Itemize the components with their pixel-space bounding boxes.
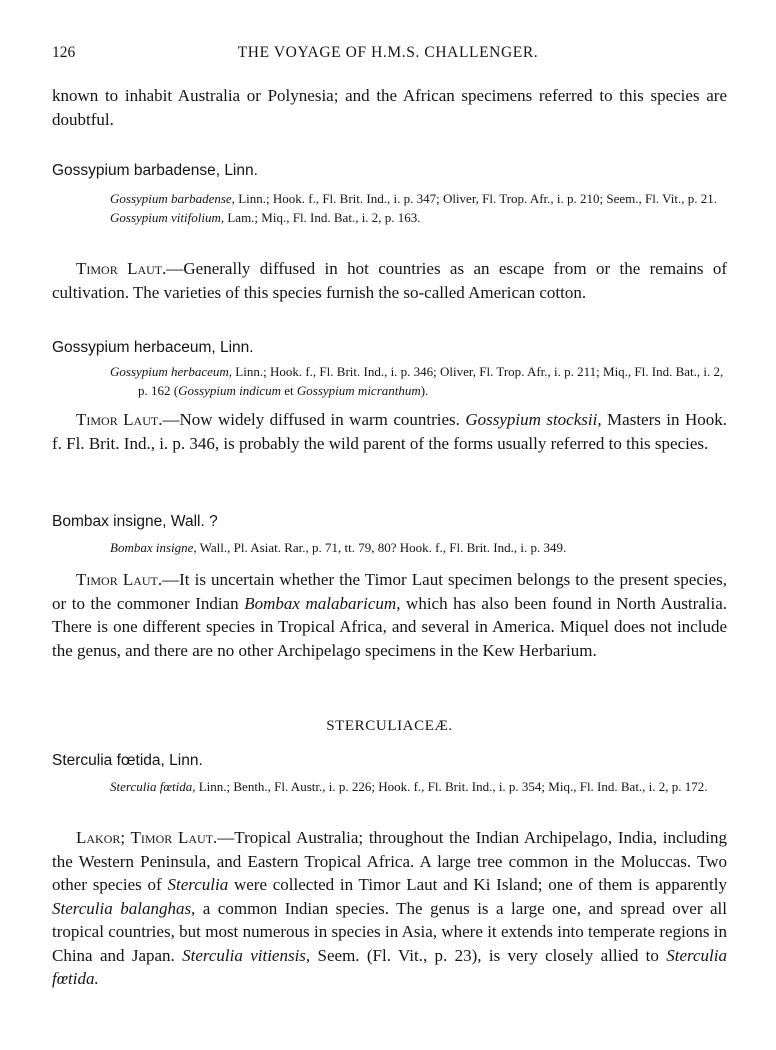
reference-taxon: Gossypium vitifolium, [110, 209, 225, 225]
reference-citation: Wall., Pl. Asiat. Rar., p. 71, tt. 79, 80? Hook. f., Fl. Brit. Ind., i. p. 349. [196, 540, 567, 555]
synonymy-references [52, 363, 727, 400]
page-header [52, 44, 724, 68]
taxon-mention: Bombax malabaricum, [244, 593, 401, 613]
taxon-mention: Sterculia vitiensis, [182, 945, 311, 965]
species-name: Sterculia fœtida, Linn. [52, 752, 203, 769]
reference-entry [52, 190, 727, 209]
taxon-mention: Sterculia [167, 875, 229, 894]
reference-citation: ). [420, 382, 429, 398]
synonymy-references [52, 539, 727, 558]
locality: Lakor; Timor Laut. [76, 828, 218, 847]
locality: Timor Laut. [76, 410, 163, 429]
description-text: —Now widely diffused in warm countries. [162, 410, 466, 429]
species-description [52, 257, 727, 304]
species-description [52, 568, 727, 662]
reference-taxon: Bombax insigne, [110, 540, 197, 555]
description-text: Seem. (Fl. Vit., p. 23), is very closely allied to [310, 945, 667, 965]
description-text: —Tropical Australia; throughout the Indian Archipelago, India, including the Western Peninsula, and Eastern Tropical Africa. A large tree common in the Moluccas. Two other species of [52, 828, 727, 894]
reference-citation: Linn.; Hook. f., Fl. Brit. Ind., i. p. 347; Oliver, Fl. Trop. Afr., i. p. 210; Seem., Fl. Vit., p. 21. [234, 191, 717, 206]
locality: Timor Laut. [76, 259, 167, 278]
running-title: THE VOYAGE OF H.M.S. CHALLENGER. [237, 44, 539, 61]
description-text: —Generally diffused in hot countries as an escape from or the remains of cultivation. The varieties of this species furnish the so-called American cotton. [52, 259, 727, 302]
species-name: Bombax insigne, Wall. ? [52, 513, 218, 530]
reference-entry [52, 209, 727, 228]
description-text: —It is uncertain whether the Timor Laut specimen belongs to the present species, or to the commoner Indian [52, 570, 727, 613]
synonymy-references [52, 778, 727, 797]
reference-citation: Linn.; Hook. f., Fl. Brit. Ind., i. p. 346; Oliver, Fl. Trop. Afr., i. p. 211; Miq., Fl. Ind. Bat., i. 2, p. 162 ( [138, 364, 724, 398]
reference-entry [52, 363, 727, 400]
reference-taxon: Gossypium herbaceum, [110, 364, 233, 379]
synonymy-references [52, 190, 727, 227]
description-text: were collected in Timor Laut and Ki Island; one of them is apparently [228, 875, 728, 894]
description-text: a common Indian species. The genus is a large one, and spread over all tropical countries, but most numerous in species in Asia, where it extends into temperate regions in China and Japan. [52, 898, 727, 965]
species-name: Gossypium barbadense, Linn. [52, 162, 258, 179]
taxon-mention: Sterculia fœtida. [52, 945, 727, 988]
reference-taxon: Gossypium indicum [178, 382, 282, 398]
species-description [52, 826, 727, 991]
species-name: Gossypium herbaceum, Linn. [52, 339, 254, 356]
intro-paragraph: known to inhabit Australia or Polynesia; and the African specimens referred to this species are doubtful. [52, 86, 727, 129]
taxon-mention: Sterculia balanghas, [52, 898, 196, 918]
taxon-mention: Gossypium stocksii, [465, 410, 602, 429]
reference-citation: et [281, 382, 297, 398]
reference-taxon: Gossypium micranthum [296, 382, 421, 398]
reference-taxon: Sterculia fœtida, [110, 779, 196, 794]
description-text: Masters in Hook. f. Fl. Brit. Ind., i. p. 346, is probably the wild parent of the forms usually referred to this species. [52, 410, 727, 453]
species-description [52, 408, 727, 455]
family-heading: STERCULIACEÆ. [326, 718, 453, 734]
reference-entry [52, 539, 727, 558]
reference-citation: Lam.; Miq., Fl. Ind. Bat., i. 2, p. 163. [224, 209, 421, 225]
page-number: 126 [52, 44, 76, 61]
locality: Timor Laut. [76, 570, 163, 589]
reference-taxon: Gossypium barbadense, [110, 191, 235, 206]
reference-citation: Linn.; Benth., Fl. Austr., i. p. 226; Hook. f., Fl. Brit. Ind., i. p. 354; Miq., Fl. Ind. Bat., i. 2, p. 172. [195, 779, 708, 794]
reference-entry [52, 778, 727, 797]
description-text: which has also been found in North Australia. There is one different species in Tropical Africa, and several in America. Miquel does not include the genus, and there are no other Archipelago specimens in the Kew Herbarium. [52, 593, 728, 660]
